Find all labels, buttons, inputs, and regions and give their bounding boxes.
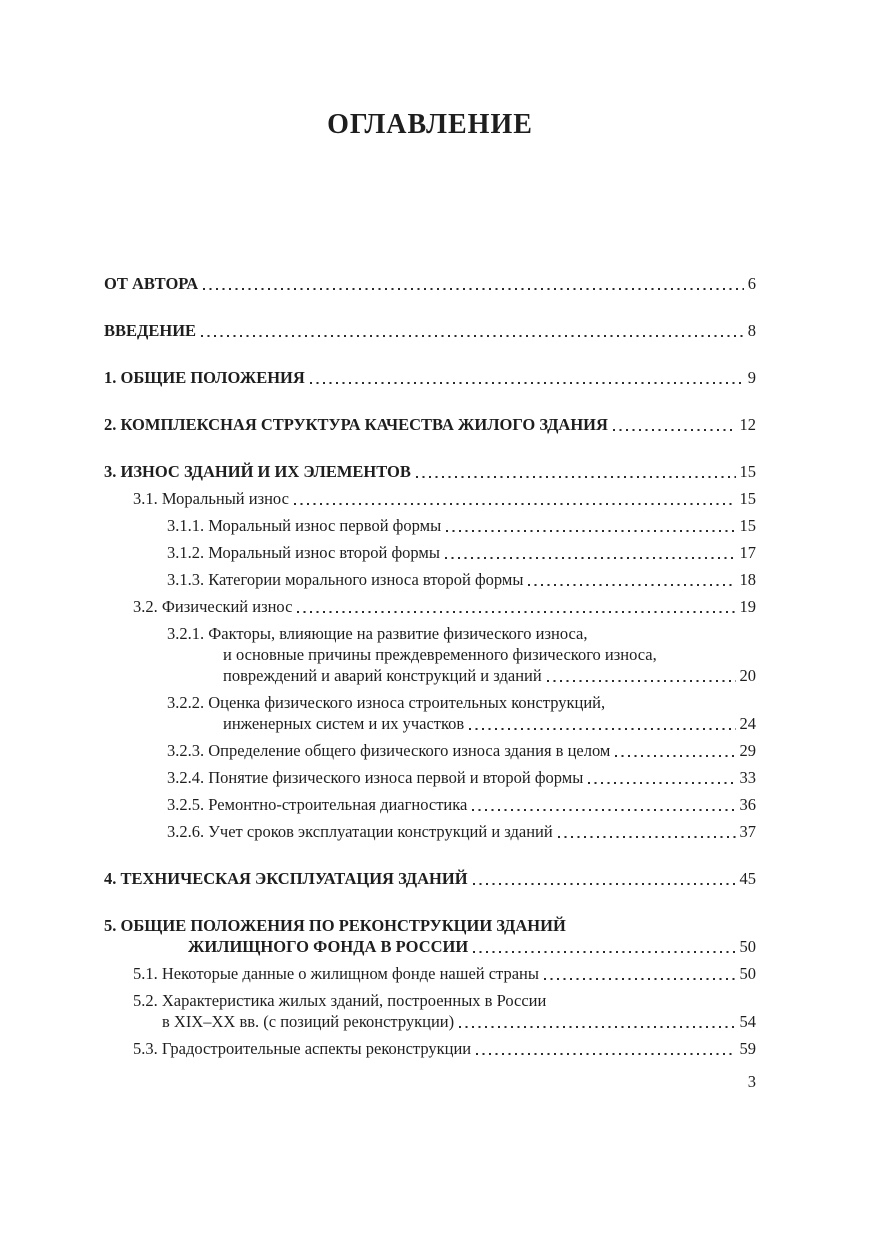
toc-entry-text: 3.2.6. Учет сроков эксплуатации конструкций и зданий	[167, 822, 553, 841]
toc-entry	[104, 963, 756, 984]
toc-page-ref: 24	[739, 714, 756, 733]
toc-entry-line	[104, 821, 756, 842]
toc-entry-line	[104, 794, 756, 815]
toc-page-ref: 17	[739, 543, 756, 562]
toc-entry	[104, 414, 756, 435]
toc-entry-text: 2. КОМПЛЕКСНАЯ СТРУКТУРА КАЧЕСТВА ЖИЛОГО ЗДАНИЯ	[104, 415, 608, 434]
toc-entry-line	[104, 461, 756, 482]
dot-leader	[446, 530, 735, 532]
dot-leader	[588, 782, 735, 784]
dot-leader	[544, 978, 736, 980]
toc-page-ref: 36	[739, 795, 756, 814]
toc-entry	[104, 515, 756, 536]
toc-entry-line	[104, 623, 756, 644]
toc-entry-text: 3.1.3. Категории морального износа второй формы	[167, 570, 524, 589]
toc-entry	[104, 488, 756, 509]
toc-entry-text: 1. ОБЩИЕ ПОЛОЖЕНИЯ	[104, 368, 305, 387]
toc-entry-text: 3.1. Моральный износ	[133, 489, 289, 508]
toc-page-ref: 19	[739, 597, 756, 616]
toc-page-ref: 6	[747, 274, 756, 293]
toc-entry-line	[104, 767, 756, 788]
toc-page-ref: 20	[739, 666, 756, 685]
toc-entry-line	[104, 596, 756, 617]
dot-leader	[469, 728, 735, 730]
toc-entry	[104, 273, 756, 294]
dot-leader	[445, 557, 736, 559]
page-number: 3	[747, 1072, 756, 1091]
toc-entry-text: 3.2.5. Ремонтно-строительная диагностика	[167, 795, 468, 814]
dot-leader	[472, 809, 735, 811]
toc-page-ref: 18	[739, 570, 756, 589]
toc-entry	[104, 367, 756, 388]
dot-leader	[459, 1026, 735, 1028]
toc-entry-text: 3.2.2. Оценка физического износа строительных конструкций,	[167, 693, 606, 712]
dot-leader	[528, 584, 735, 586]
toc-entry-text: 5.3. Градостроительные аспекты реконструкции	[133, 1039, 472, 1058]
page-title: ОГЛАВЛЕНИЕ	[327, 109, 533, 140]
toc-entry	[104, 623, 756, 686]
dot-leader	[473, 883, 736, 885]
toc-entry-line	[104, 692, 756, 713]
toc-entry-text: 3.2. Физический износ	[133, 597, 293, 616]
toc-entry-text: 3. ИЗНОС ЗДАНИЙ И ИХ ЭЛЕМЕНТОВ	[104, 462, 411, 481]
toc-entry-line	[104, 488, 756, 509]
toc-page-ref: 37	[739, 822, 756, 841]
toc-list	[104, 273, 756, 1059]
dot-leader	[201, 335, 744, 337]
toc-entry-text: 3.2.4. Понятие физического износа первой и второй формы	[167, 768, 584, 787]
toc-entry-line	[104, 990, 756, 1011]
toc-entry	[104, 821, 756, 842]
toc-entry-line	[104, 644, 756, 665]
toc-entry	[104, 320, 756, 341]
toc-entry-text: ЖИЛИЩНОГО ФОНДА В РОССИИ	[188, 937, 469, 956]
dot-leader	[473, 951, 735, 953]
dot-leader	[416, 476, 736, 478]
toc-entry-line	[104, 915, 756, 936]
toc-entry-text: в XIX–XX вв. (с позиций реконструкции)	[162, 1012, 455, 1031]
dot-leader	[203, 288, 744, 290]
toc-entry	[104, 692, 756, 734]
toc-page-ref: 33	[739, 768, 756, 787]
toc-entry-line	[104, 936, 756, 957]
dot-leader	[613, 429, 736, 431]
toc-entry	[104, 868, 756, 889]
toc-entry-text: 4. ТЕХНИЧЕСКАЯ ЭКСПЛУАТАЦИЯ ЗДАНИЙ	[104, 869, 468, 888]
dot-leader	[310, 382, 744, 384]
dot-leader	[476, 1053, 735, 1055]
toc-entry-text: и основные причины преждевременного физического износа,	[223, 645, 657, 664]
dot-leader	[297, 611, 735, 613]
dot-leader	[615, 755, 735, 757]
toc-page-ref: 54	[739, 1012, 756, 1031]
toc-entry-line	[104, 320, 756, 341]
toc-entry	[104, 767, 756, 788]
toc-page-ref: 9	[747, 368, 756, 387]
toc-entry	[104, 794, 756, 815]
toc-entry	[104, 740, 756, 761]
toc-entry-line	[104, 569, 756, 590]
toc-entry-line	[104, 740, 756, 761]
toc-entry-text: ВВЕДЕНИЕ	[104, 321, 197, 340]
toc-entry-line	[104, 868, 756, 889]
toc-page-ref: 45	[739, 869, 756, 888]
toc-entry-text: 3.2.1. Факторы, влияющие на развитие физического износа,	[167, 624, 588, 643]
toc-entry-line	[104, 1038, 756, 1059]
toc-entry-text: 5.2. Характеристика жилых зданий, построенных в России	[133, 991, 547, 1010]
toc-entry-line	[104, 542, 756, 563]
toc-page-ref: 15	[739, 516, 756, 535]
toc-entry	[104, 542, 756, 563]
dot-leader	[547, 680, 736, 682]
toc-entry-line	[104, 515, 756, 536]
toc-entry-text: 5. ОБЩИЕ ПОЛОЖЕНИЯ ПО РЕКОНСТРУКЦИИ ЗДАНИЙ	[104, 916, 566, 935]
toc-entry	[104, 990, 756, 1032]
toc-entry-text: 5.1. Некоторые данные о жилищном фонде нашей страны	[133, 964, 539, 983]
toc-entry-line	[104, 963, 756, 984]
toc-page-ref: 59	[739, 1039, 756, 1058]
toc-entry-text: 3.2.3. Определение общего физического износа здания в целом	[167, 741, 611, 760]
toc-entry-line	[104, 713, 756, 734]
toc-page-ref: 8	[747, 321, 756, 340]
toc-entry-text: ОТ АВТОРА	[104, 274, 199, 293]
toc-entry-line	[104, 665, 756, 686]
toc-page-ref: 15	[739, 462, 756, 481]
toc-entry-text: повреждений и аварий конструкций и зданий	[223, 666, 542, 685]
toc-page-ref: 50	[739, 937, 756, 956]
toc-entry-line	[104, 414, 756, 435]
toc-page-ref: 29	[739, 741, 756, 760]
toc-entry	[104, 596, 756, 617]
toc-page-ref: 50	[739, 964, 756, 983]
toc-entry	[104, 569, 756, 590]
toc-entry-text: 3.1.2. Моральный износ второй формы	[167, 543, 440, 562]
toc-entry-line	[104, 273, 756, 294]
toc-entry-line	[104, 367, 756, 388]
dot-leader	[294, 503, 736, 505]
toc-entry-text: 3.1.1. Моральный износ первой формы	[167, 516, 442, 535]
toc-entry-text: инженерных систем и их участков	[223, 714, 465, 733]
dot-leader	[558, 836, 736, 838]
toc-page-ref: 12	[739, 415, 756, 434]
toc-entry	[104, 461, 756, 482]
toc-entry-line	[104, 1011, 756, 1032]
toc-entry	[104, 1038, 756, 1059]
toc-entry	[104, 915, 756, 957]
toc-page-ref: 15	[739, 489, 756, 508]
